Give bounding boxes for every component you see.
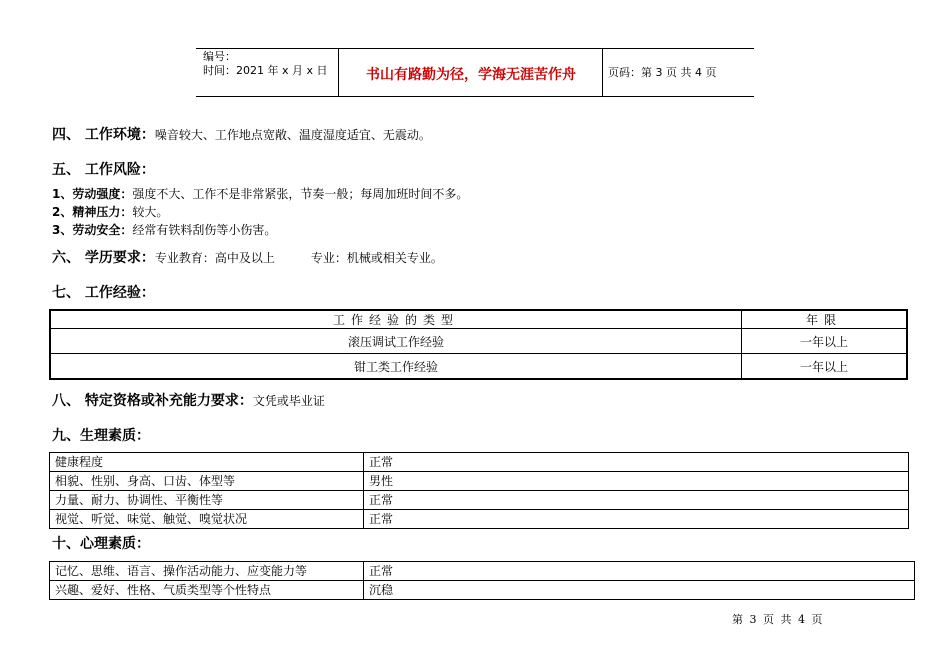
risk-item (52, 222, 276, 238)
physical-item-cell: 视觉、听觉、味觉、触觉、嗅觉状况 (50, 510, 364, 529)
table-row (50, 581, 915, 600)
table-row (50, 329, 907, 354)
experience-years-cell: 一年以上 (742, 329, 908, 354)
table-header-row (50, 310, 907, 329)
section-title: 六、 学历要求： (52, 250, 155, 266)
header-bottom-rule (196, 96, 754, 97)
header-divider-left (338, 48, 339, 96)
experience-years-cell: 一年以上 (742, 354, 908, 380)
education-value: 专业教育：高中及以上 (154, 251, 275, 265)
physical-value-cell: 正常 (364, 453, 909, 472)
experience-table (49, 309, 908, 380)
page-footer: 第 3 页 共 4 页 (732, 613, 823, 626)
header-divider-right (602, 48, 603, 96)
section-psychological (52, 535, 150, 553)
section-work-environment (52, 126, 431, 144)
section-work-risk (52, 161, 155, 179)
risk-item-label: 1、劳动强度： (52, 187, 133, 201)
section-title: 五、 工作风险： (52, 162, 155, 178)
risk-item (52, 186, 468, 202)
experience-type-cell: 滚压调试工作经验 (50, 329, 742, 354)
risk-item-value: 经常有铁料刮伤等小伤害。 (132, 223, 277, 237)
section-title: 八、 特定资格或补充能力要求： (52, 393, 253, 409)
section-work-experience (52, 284, 155, 302)
physical-value-cell: 正常 (364, 491, 909, 510)
table-row (50, 491, 909, 510)
header-cell-years: 年限 (742, 310, 908, 329)
psych-value-cell: 正常 (364, 562, 915, 581)
section-value: 噪音较大、工作地点宽敞、温度湿度适宜、无震动。 (154, 128, 431, 142)
header-cell-type: 工作经验的类型 (50, 310, 742, 329)
section-title: 七、 工作经验： (52, 285, 155, 301)
physical-value-cell: 男性 (364, 472, 909, 491)
section-physical (52, 427, 150, 445)
header-time: 时间：2021 年 x 月 x 日 (203, 64, 328, 77)
psych-item-cell: 记忆、思维、语言、操作活动能力、应变能力等 (50, 562, 364, 581)
risk-item (52, 204, 168, 220)
section-qualifications (52, 392, 325, 410)
physical-item-cell: 力量、耐力、协调性、平衡性等 (50, 491, 364, 510)
psychological-table (49, 561, 915, 600)
section-title: 十、心理素质： (52, 536, 150, 552)
risk-item-label: 3、劳动安全： (52, 223, 133, 237)
section-value: 文凭或毕业证 (252, 394, 325, 408)
risk-item-value: 较大。 (132, 205, 169, 219)
table-row (50, 453, 909, 472)
table-row (50, 510, 909, 529)
physical-value-cell: 正常 (364, 510, 909, 529)
psych-value-cell: 沉稳 (364, 581, 915, 600)
header-page-info: 页码：第 3 页 共 4 页 (608, 66, 717, 79)
risk-item-label: 2、精神压力： (52, 205, 133, 219)
header-top-rule (196, 48, 754, 49)
psych-item-cell: 兴趣、爱好、性格、气质类型等个性特点 (50, 581, 364, 600)
physical-table (49, 452, 909, 529)
physical-item-cell: 相貌、性别、身高、口齿、体型等 (50, 472, 364, 491)
experience-type-cell: 钳工类工作经验 (50, 354, 742, 380)
header-motto: 书山有路勤为径，学海无涯苦作舟 (366, 67, 576, 83)
physical-item-cell: 健康程度 (50, 453, 364, 472)
table-row (50, 562, 915, 581)
table-row (50, 354, 907, 380)
major-value: 专业：机械或相关专业。 (310, 251, 443, 265)
section-title: 四、 工作环境： (52, 127, 155, 143)
section-title: 九、生理素质： (52, 428, 150, 444)
risk-item-value: 强度不大、工作不是非常紧张，节奏一般；每周加班时间不多。 (132, 187, 469, 201)
header-number-label: 编号： (203, 50, 236, 63)
table-row (50, 472, 909, 491)
section-education (52, 249, 443, 267)
